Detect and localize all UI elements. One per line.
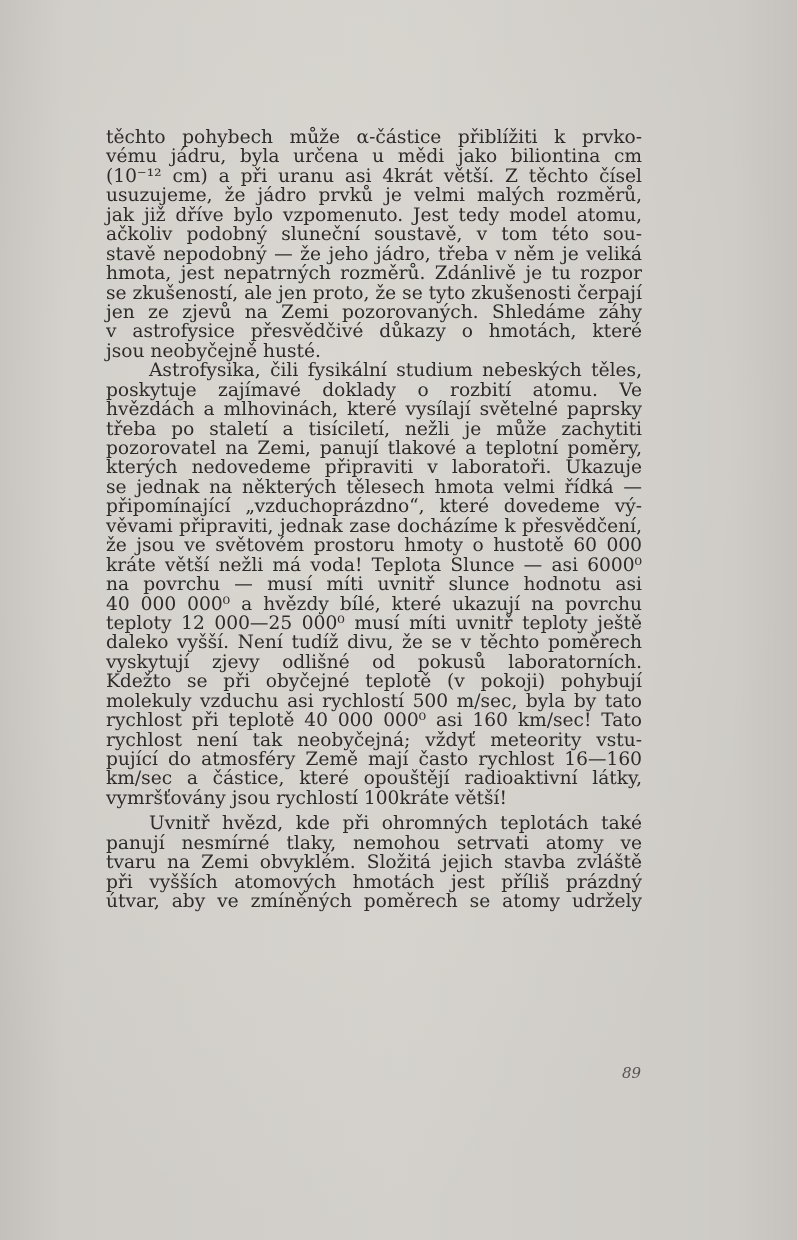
text-line: stavě nepodobný — že jeho jádro, třeba v něm je veliká bbox=[106, 243, 642, 265]
text-line: vyskytují zjevy odlišné od pokusů laboratorních. bbox=[106, 651, 642, 673]
text-line: útvar, aby ve zmíněných poměrech se atomy udržely bbox=[106, 891, 642, 913]
text-line: rychlost není tak neobyčejná; vždyť meteority vstu- bbox=[106, 729, 642, 751]
text-line: pozorovatel na Zemi, panují tlakové a teplotní poměry, bbox=[106, 438, 642, 459]
text-line: panují nesmírné tlaky, nemohou setrvati atomy ve bbox=[106, 832, 642, 854]
text-line: jak již dříve bylo vzpomenuto. Jest tedy model atomu, bbox=[106, 204, 642, 226]
text-line: v astrofysice přesvědčivé důkazy o hmotách, které bbox=[106, 321, 642, 343]
text-line: molekuly vzduchu asi rychlostí 500 m/sec, byla by tato bbox=[106, 690, 642, 712]
text-line: se zkušeností, ale jen proto, že se tyto zkušenosti čerpají bbox=[106, 282, 642, 304]
text-line: poskytuje zajímavé doklady o rozbití atomu. Ve bbox=[106, 379, 642, 401]
text-line: Kdežto se při obyčejné teplotě (v pokoji) pohybují bbox=[106, 671, 642, 693]
text-line: ačkoliv podobný sluneční soustavě, v tom této sou- bbox=[106, 224, 642, 246]
text-line: 40 000 000⁰ a hvězdy bílé, které ukazují na povrchu bbox=[106, 593, 642, 615]
text-line: tvaru na Zemi obvyklém. Složitá jejich stavba zvláště bbox=[106, 852, 642, 874]
text-line: kterých nedovedeme připraviti v laboratoři. Ukazuje bbox=[106, 457, 642, 479]
text-line: (10⁻¹² cm) a při uranu asi 4krát větší. Z těchto čísel bbox=[106, 165, 642, 187]
page-number: 89 bbox=[622, 1064, 642, 1082]
text-line: jen ze zjevů na Zemi pozorovaných. Shledáme záhy bbox=[106, 301, 642, 323]
text-line: hmota, jest nepatrných rozměrů. Zdánlivě je tu rozpor bbox=[106, 263, 642, 285]
text-line: na povrchu — musí míti uvnitř slunce hodnotu asi bbox=[106, 574, 642, 596]
text-line: daleko vyšší. Není tudíž divu, že se v těchto poměrech bbox=[106, 632, 642, 654]
text-line: usuzujeme, že jádro prvků je velmi malých rozměrů, bbox=[106, 185, 642, 207]
text-line: pující do atmosféry Země mají často rychlost 16—160 bbox=[106, 749, 642, 770]
text-line: připomínající „vzduchoprázdno“, které dovedeme vý- bbox=[106, 496, 642, 518]
text-line: hvězdách a mlhovinách, které vysílají světelné paprsky bbox=[106, 399, 642, 421]
paragraph-3 bbox=[106, 814, 642, 911]
text-line: Uvnitř hvězd, kde při ohromných teplotách také bbox=[149, 813, 642, 835]
text-line: rychlost při teplotě 40 000 000⁰ asi 160 km/sec! Tato bbox=[106, 710, 642, 732]
body-text bbox=[106, 128, 642, 912]
text-line: věvami připraviti, jednak zase docházíme k přesvědčení, bbox=[106, 515, 642, 537]
text-line: při vyšších atomových hmotách jest příliš prázdný bbox=[106, 871, 642, 893]
text-line: Astrofysika, čili fysikální studium nebeských těles, bbox=[149, 360, 642, 382]
text-line: teploty 12 000—25 000⁰ musí míti uvnitř teploty ještě bbox=[106, 612, 642, 634]
text-line: km/sec a částice, které opouštějí radioaktivní látky, bbox=[106, 768, 642, 790]
text-line: vému jádru, byla určena u mědi jako biliontina cm bbox=[106, 146, 642, 168]
text-line: třeba po staletí a tisíciletí, nežli je může zachytiti bbox=[106, 418, 642, 440]
text-line: se jednak na některých tělesech hmota velmi řídká — bbox=[106, 476, 642, 498]
text-line: těchto pohybech může α-částice přiblížiti k prvko- bbox=[106, 127, 642, 148]
paragraph-1 bbox=[106, 128, 642, 361]
text-line: vymršťovány jsou rychlostí 100kráte větší! bbox=[106, 787, 507, 809]
text-line: jsou neobyčejně husté. bbox=[106, 340, 321, 362]
text-line: že jsou ve světovém prostoru hmoty o hustotě 60 000 bbox=[106, 535, 642, 557]
text-line: kráte větší nežli má voda! Teplota Slunce — asi 6000⁰ bbox=[106, 554, 642, 576]
paragraph-2 bbox=[106, 361, 642, 808]
